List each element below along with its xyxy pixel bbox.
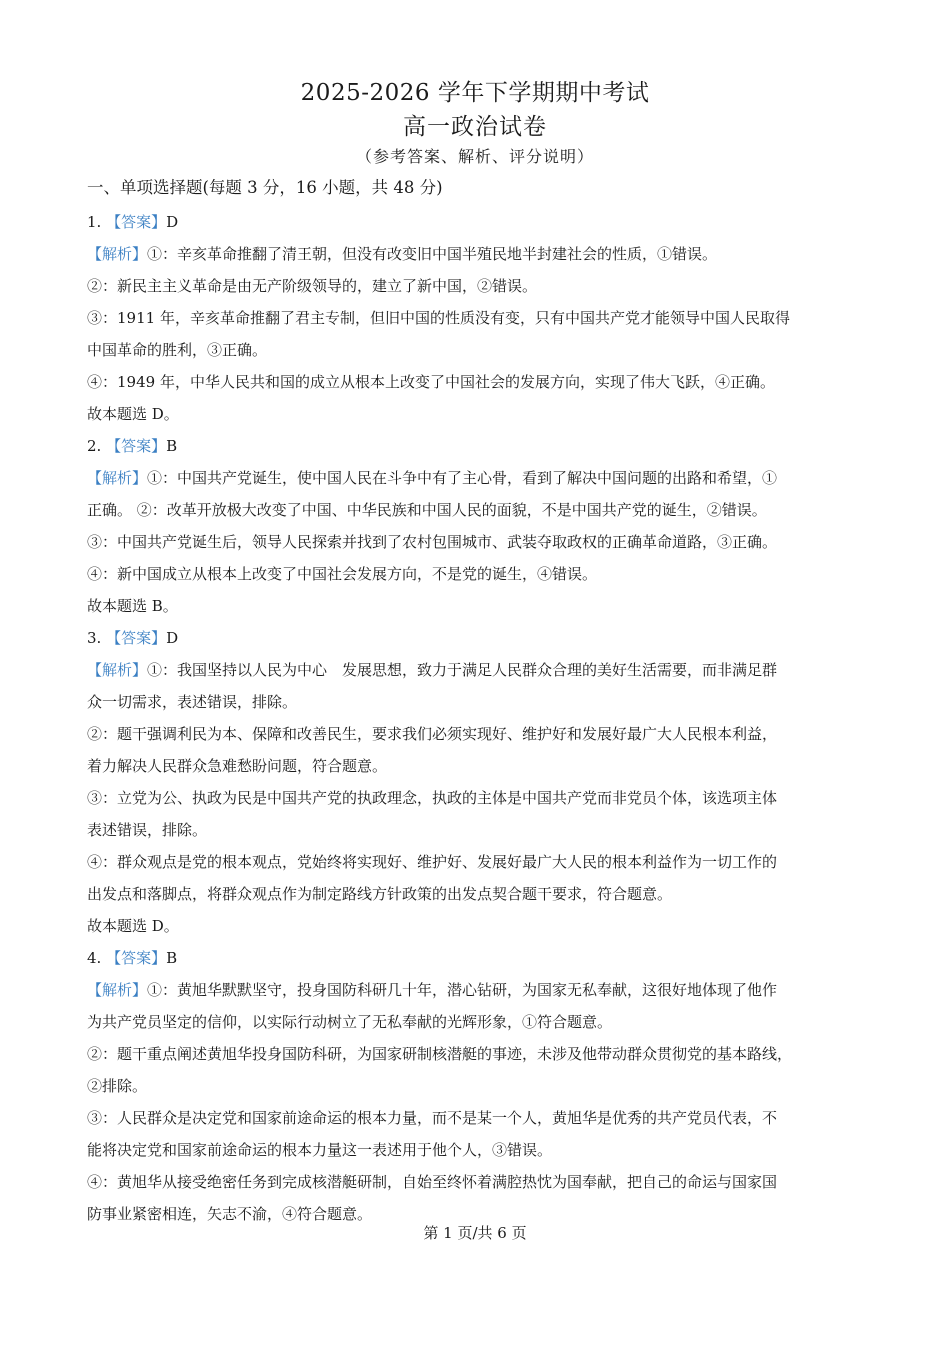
analysis-text: 防事业紧密相连，矢志不渝，④符合题意。 (87, 1205, 373, 1223)
analysis-line (87, 718, 869, 750)
question-number: 4. (87, 949, 102, 967)
analysis-line (87, 302, 869, 334)
analysis-line (87, 782, 869, 814)
answer-value: B (166, 437, 178, 455)
question-number: 1. (87, 213, 102, 231)
answer-tag: 【答案】 (106, 437, 167, 455)
analysis-text: 为共产党员坚定的信仰，以实际行动树立了无私奉献的光辉形象，①符合题意。 (87, 1013, 613, 1031)
analysis-text: ③：中国共产党诞生后，领导人民探索并找到了农村包围城市、武装夺取政权的正确革命道路，③正确。 (87, 533, 778, 551)
analysis-line (87, 1166, 869, 1198)
analysis-line (87, 558, 869, 590)
analysis-text: ④：新中国成立从根本上改变了中国社会发展方向，不是党的诞生，④错误。 (87, 565, 598, 583)
analysis-text: ①：黄旭华默默坚守，投身国防科研几十年，潜心钻研，为国家无私奉献，这很好地体现了他作 (147, 981, 778, 999)
analysis-text: 着力解决人民群众急难愁盼问题，符合题意。 (87, 757, 388, 775)
analysis-text: 众一切需求，表述错误，排除。 (87, 693, 298, 711)
analysis-line (87, 686, 869, 718)
analysis-text: ③：1911 年，辛亥革命推翻了君主专制，但旧中国的性质没有变，只有中国共产党才能领导中国人民取得 (87, 309, 790, 327)
answer-line (87, 430, 869, 462)
analysis-text: ①：我国坚持以人民为中心 发展思想，致力于满足人民群众合理的美好生活需要，而非满足群 (147, 661, 778, 679)
exam-subject-title: 高一政治试卷 (403, 114, 547, 140)
question-block (87, 942, 869, 1230)
analysis-text: 出发点和落脚点，将群众观点作为制定路线方针政策的出发点契合题干要求，符合题意。 (87, 885, 673, 903)
analysis-line (87, 1006, 869, 1038)
question-block (87, 622, 869, 942)
analysis-line (87, 462, 869, 494)
analysis-line (87, 334, 869, 366)
question-block (87, 206, 869, 430)
analysis-line (87, 846, 869, 878)
analysis-text: ②：题干强调利民为本、保障和改善民生，要求我们必须实现好、维护好和发展好最广大人民根本利益， (87, 725, 778, 743)
analysis-text: ②排除。 (87, 1077, 148, 1095)
answer-line (87, 206, 869, 238)
question-block (87, 430, 869, 622)
exam-subtitle: （参考答案、解析、评分说明） (355, 147, 594, 166)
analysis-text: ②：题干重点阐述黄旭华投身国防科研，为国家研制核潜艇的事迹，未涉及他带动群众贯彻党的基本路线， (87, 1045, 793, 1063)
page-footer: 第 1 页/共 6 页 (423, 1224, 527, 1242)
analysis-text: ③：立党为公、执政为民是中国共产党的执政理念，执政的主体是中国共产党而非党员个体，该选项主体 (87, 789, 778, 807)
analysis-text: 故本题选 D。 (87, 917, 179, 935)
answer-line (87, 942, 869, 974)
analysis-text: 故本题选 B。 (87, 597, 178, 615)
analysis-line (87, 526, 869, 558)
analysis-line (87, 494, 869, 526)
answer-value: B (166, 949, 178, 967)
answer-tag: 【答案】 (106, 629, 167, 647)
analysis-text: 正确。 ②：改革开放极大改变了中国、中华民族和中国人民的面貌，不是中国共产党的诞生，②错误。 (87, 501, 767, 519)
section-heading: 一、单项选择题(每题 3 分，16 小题，共 48 分) (87, 178, 443, 197)
answer-content (87, 176, 869, 1230)
analysis-tag: 【解析】 (87, 661, 148, 679)
question-list (87, 206, 869, 1230)
exam-title: 2025-2026 学年下学期期中考试 (300, 80, 650, 106)
analysis-line (87, 974, 869, 1006)
analysis-line (87, 238, 869, 270)
analysis-text: ①：中国共产党诞生，使中国人民在斗争中有了主心骨，看到了解决中国问题的出路和希望，① (147, 469, 778, 487)
analysis-text: ④：黄旭华从接受绝密任务到完成核潜艇研制，自始至终怀着满腔热忱为国奉献，把自己的命运与国家国 (87, 1173, 778, 1191)
answer-line (87, 622, 869, 654)
analysis-line (87, 1038, 869, 1070)
analysis-text: 能将决定党和国家前途命运的根本力量这一表述用于他个人，③错误。 (87, 1141, 553, 1159)
analysis-text: 表述错误，排除。 (87, 821, 208, 839)
analysis-line (87, 1134, 869, 1166)
analysis-line (87, 814, 869, 846)
analysis-text: ④：1949 年，中华人民共和国的成立从根本上改变了中国社会的发展方向，实现了伟大飞跃，④正确。 (87, 373, 775, 391)
analysis-line (87, 910, 869, 942)
answer-tag: 【答案】 (106, 213, 167, 231)
analysis-text: ③：人民群众是决定党和国家前途命运的根本力量，而不是某一个人，黄旭华是优秀的共产党员代表，不 (87, 1109, 778, 1127)
analysis-text: ④：群众观点是党的根本观点，党始终将实现好、维护好、发展好最广大人民的根本利益作为一切工作的 (87, 853, 778, 871)
answer-value: D (166, 213, 179, 231)
answer-value: D (166, 629, 179, 647)
analysis-tag: 【解析】 (87, 469, 148, 487)
analysis-tag: 【解析】 (87, 245, 148, 263)
analysis-text: 中国革命的胜利，③正确。 (87, 341, 268, 359)
analysis-line (87, 366, 869, 398)
answer-tag: 【答案】 (106, 949, 167, 967)
analysis-text: ①：辛亥革命推翻了清王朝，但没有改变旧中国半殖民地半封建社会的性质，①错误。 (147, 245, 718, 263)
question-number: 2. (87, 437, 102, 455)
analysis-line (87, 878, 869, 910)
analysis-line (87, 750, 869, 782)
analysis-tag: 【解析】 (87, 981, 148, 999)
analysis-line (87, 1102, 869, 1134)
analysis-line (87, 654, 869, 686)
analysis-text: ②：新民主主义革命是由无产阶级领导的，建立了新中国，②错误。 (87, 277, 538, 295)
analysis-line (87, 398, 869, 430)
analysis-line (87, 1070, 869, 1102)
analysis-line (87, 270, 869, 302)
analysis-line (87, 590, 869, 622)
question-number: 3. (87, 629, 102, 647)
analysis-text: 故本题选 D。 (87, 405, 179, 423)
